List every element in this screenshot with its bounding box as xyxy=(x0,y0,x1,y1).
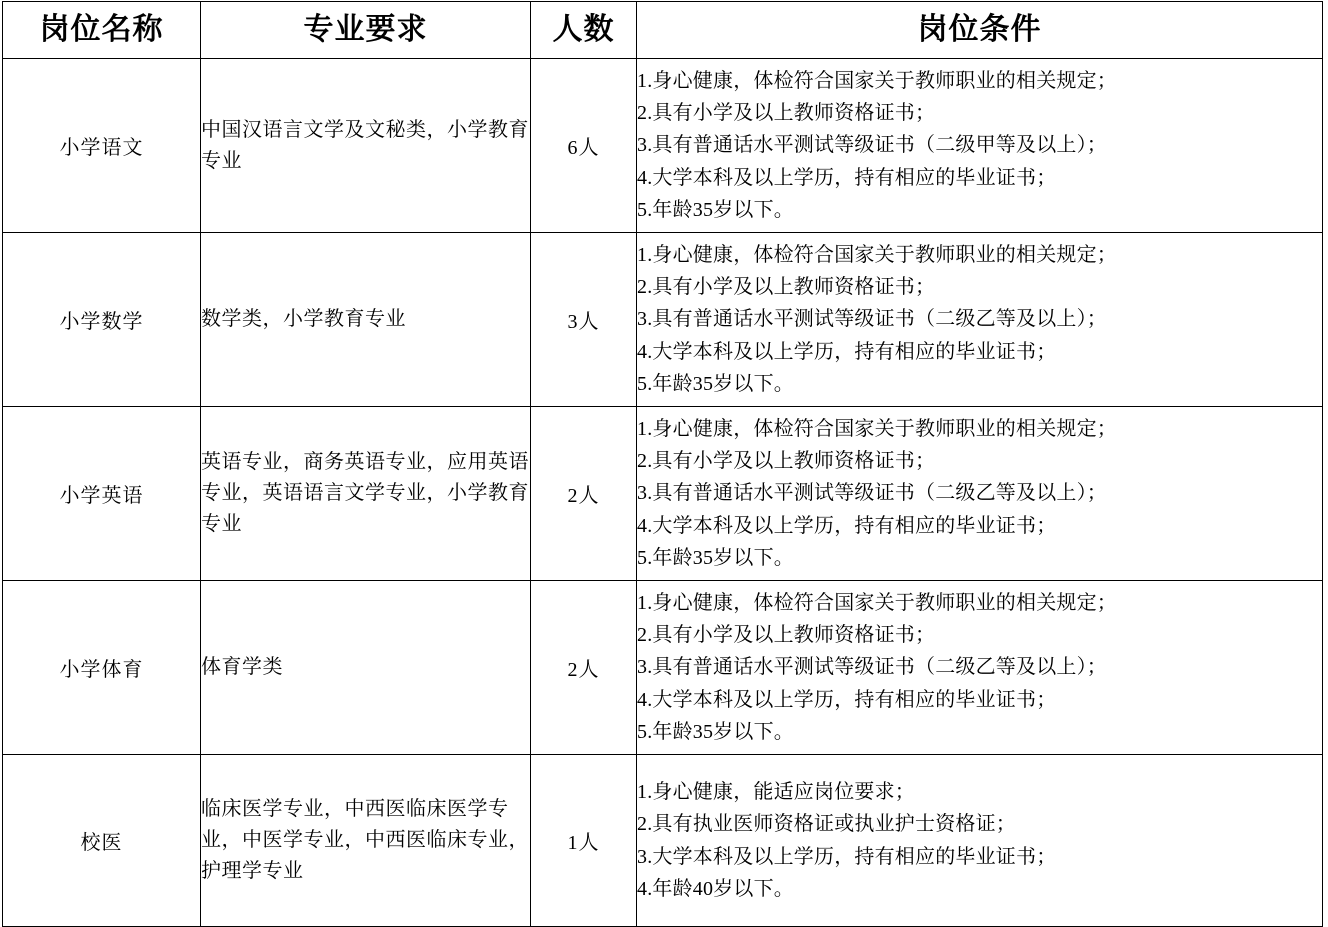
table-row xyxy=(3,407,1323,581)
condition-line: 4.年龄40岁以下。 xyxy=(637,877,794,900)
cell-count: 6人 xyxy=(531,59,637,233)
cell-count: 1人 xyxy=(531,755,637,927)
condition-line: 1.身心健康，体检符合国家关于教师职业的相关规定； xyxy=(637,243,1117,266)
cell-post: 校医 xyxy=(3,755,201,927)
cell-conditions xyxy=(637,755,1323,927)
column-header-major: 专业要求 xyxy=(201,2,531,59)
condition-line: 3.具有普通话水平测试等级证书（二级乙等及以上）； xyxy=(637,308,1107,331)
condition-line: 3.大学本科及以上学历，持有相应的毕业证书； xyxy=(637,845,1057,868)
condition-line: 3.具有普通话水平测试等级证书（二级甲等及以上）； xyxy=(637,134,1107,157)
condition-line: 2.具有小学及以上教师资格证书； xyxy=(637,275,936,298)
condition-line: 2.具有小学及以上教师资格证书； xyxy=(637,449,936,472)
cell-major: 英语专业，商务英语专业，应用英语专业，英语语言文学专业，小学教育专业 xyxy=(201,407,531,581)
cell-post: 小学英语 xyxy=(3,407,201,581)
table-row xyxy=(3,233,1323,407)
cell-major: 临床医学专业，中西医临床医学专业，中医学专业，中西医临床专业，护理学专业 xyxy=(201,755,531,927)
cell-post: 小学体育 xyxy=(3,581,201,755)
cell-major: 体育学类 xyxy=(201,581,531,755)
condition-line: 4.大学本科及以上学历，持有相应的毕业证书； xyxy=(637,688,1057,711)
cell-count: 2人 xyxy=(531,581,637,755)
condition-line: 2.具有小学及以上教师资格证书； xyxy=(637,101,936,124)
condition-line: 4.大学本科及以上学历，持有相应的毕业证书； xyxy=(637,166,1057,189)
condition-line: 4.大学本科及以上学历，持有相应的毕业证书； xyxy=(637,340,1057,363)
cell-post: 小学语文 xyxy=(3,59,201,233)
table-row xyxy=(3,755,1323,927)
condition-line: 3.具有普通话水平测试等级证书（二级乙等及以上）； xyxy=(637,656,1107,679)
condition-line: 5.年龄35岁以下。 xyxy=(637,373,794,396)
cell-major: 数学类，小学教育专业 xyxy=(201,233,531,407)
cell-conditions xyxy=(637,407,1323,581)
column-header-post: 岗位名称 xyxy=(3,2,201,59)
cell-count: 2人 xyxy=(531,407,637,581)
cell-conditions xyxy=(637,581,1323,755)
cell-count: 3人 xyxy=(531,233,637,407)
condition-line: 5.年龄35岁以下。 xyxy=(637,721,794,744)
table-row xyxy=(3,581,1323,755)
condition-line: 5.年龄35岁以下。 xyxy=(637,199,794,222)
condition-line: 2.具有小学及以上教师资格证书； xyxy=(637,623,936,646)
condition-line: 3.具有普通话水平测试等级证书（二级乙等及以上）； xyxy=(637,482,1107,505)
condition-line: 1.身心健康，体检符合国家关于教师职业的相关规定； xyxy=(637,591,1117,614)
table-header-row xyxy=(3,2,1323,59)
column-header-count: 人数 xyxy=(531,2,637,59)
condition-line: 1.身心健康，体检符合国家关于教师职业的相关规定； xyxy=(637,417,1117,440)
cell-post: 小学数学 xyxy=(3,233,201,407)
condition-line: 1.身心健康，体检符合国家关于教师职业的相关规定； xyxy=(637,69,1117,92)
recruitment-table xyxy=(2,1,1323,927)
condition-line: 4.大学本科及以上学历，持有相应的毕业证书； xyxy=(637,514,1057,537)
cell-conditions xyxy=(637,59,1323,233)
condition-line: 5.年龄35岁以下。 xyxy=(637,547,794,570)
column-header-conditions: 岗位条件 xyxy=(637,2,1323,59)
condition-line: 2.具有执业医师资格证或执业护士资格证； xyxy=(637,813,1016,836)
condition-line: 1.身心健康，能适应岗位要求； xyxy=(637,780,915,803)
table-row xyxy=(3,59,1323,233)
cell-conditions xyxy=(637,233,1323,407)
cell-major: 中国汉语言文学及文秘类，小学教育专业 xyxy=(201,59,531,233)
